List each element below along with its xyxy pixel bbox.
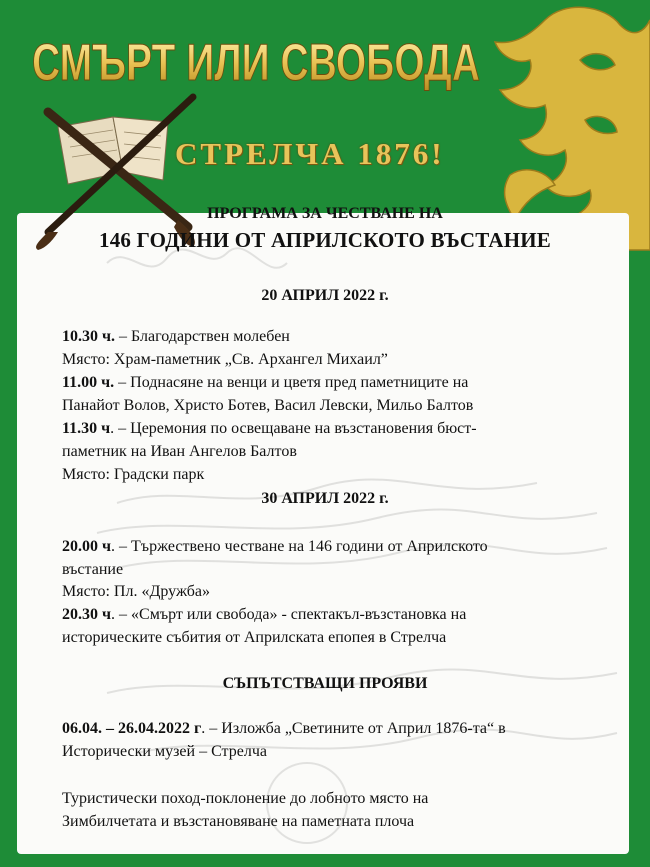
poster-title (32, 22, 482, 97)
date-heading-1: 20 АПРИЛ 2022 г. (261, 287, 389, 304)
event-text: – Поднасяне на венци и цветя пред паметниците на (114, 374, 469, 391)
event-text: Място: Градски парк (62, 466, 205, 483)
program-line (62, 327, 290, 347)
accompanying-heading: СЪПЪТСТВАЩИ ПРОЯВИ (222, 675, 428, 692)
event-text: Зимбилчетата и възстановяване на паметната плоча (62, 813, 415, 830)
date-heading-2: 30 АПРИЛ 2022 г. (261, 490, 389, 507)
program-line (62, 396, 473, 416)
event-text: . – Изложба „Светините от Април 1876-та“ в (201, 720, 506, 737)
event-time: 11.00 ч. (62, 374, 115, 391)
program-line (62, 373, 468, 393)
event-text: Туристически поход-поклонение до лобното място на (62, 790, 429, 807)
event-text: . – Церемония по освещаване на възстановения бюст- (110, 420, 477, 437)
program-line (62, 560, 123, 580)
event-text: Място: Пл. «Дружба» (62, 583, 211, 600)
event-text: паметник на Иван Ангелов Балтов (62, 443, 297, 460)
program-line (62, 812, 414, 832)
program-line (62, 442, 297, 462)
program-line (62, 605, 466, 625)
event-time: 06.04. – 26.04.2022 г (62, 720, 202, 737)
event-text: – Благодарствен молебен (115, 328, 290, 345)
event-time: 11.30 ч (62, 420, 111, 437)
program-line (62, 465, 204, 485)
program-subheading: 146 ГОДИНИ ОТ АПРИЛСКОТО ВЪСТАНИЕ (99, 228, 551, 252)
program-heading: ПРОГРАМА ЗА ЧЕСТВАНЕ НА (207, 205, 443, 222)
program-line (62, 742, 267, 762)
event-text: . – Тържествено честване на 146 години от Априлското (111, 538, 488, 555)
event-text: Място: Храм-паметник „Св. Архангел Михаил” (62, 351, 388, 368)
program-line (62, 582, 210, 602)
event-time: 10.30 ч. (62, 328, 116, 345)
event-text: . – «Смърт или свобода» - спектакъл-възстановка на (111, 606, 467, 623)
event-text: историческите събития от Априлската епопея в Стрелча (62, 629, 447, 646)
poster-subtitle: СТРЕЛЧА 1876! (175, 136, 445, 171)
title-text: СМЪРТ ИЛИ СВОБОДА (32, 34, 480, 92)
event-text: Исторически музей – Стрелча (62, 743, 267, 760)
event-text: Панайот Волов, Христо Ботев, Васил Левски, Мильо Балтов (62, 397, 474, 414)
program-line (62, 789, 428, 809)
program-line (62, 350, 388, 370)
event-time: 20.00 ч (62, 538, 112, 555)
program-line (62, 719, 506, 739)
program-line (62, 419, 477, 439)
program-line (62, 628, 446, 648)
program-line (62, 537, 488, 557)
event-time: 20.30 ч (62, 606, 112, 623)
event-text: въстание (62, 561, 124, 578)
